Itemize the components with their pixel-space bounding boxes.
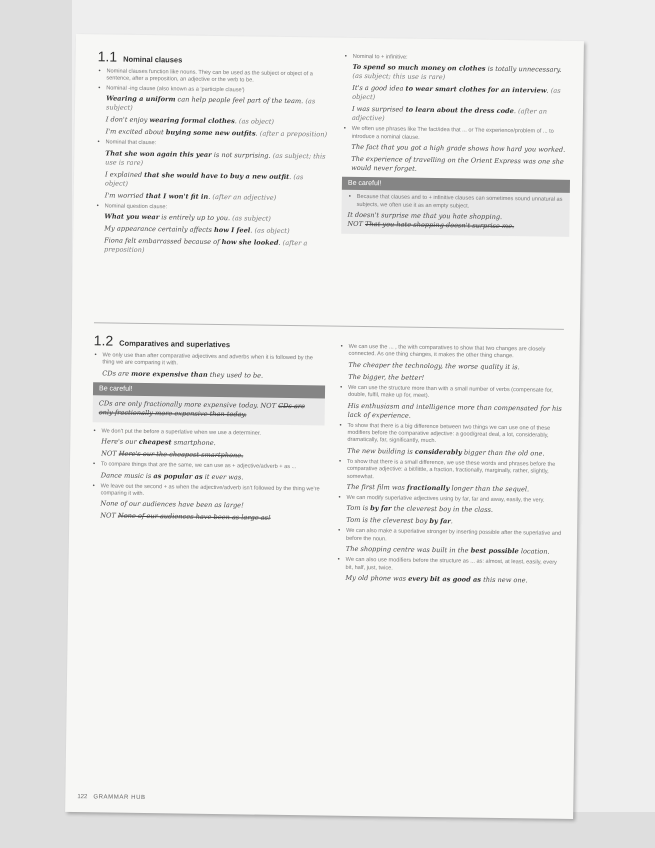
- example-text: I'm worried: [104, 191, 146, 200]
- example-text: smartphone.: [171, 438, 216, 448]
- example-sentence: [105, 191, 328, 203]
- example-highlight: how she looked: [221, 238, 279, 247]
- bullet-item: [338, 459, 566, 495]
- example-text: .: [513, 107, 517, 116]
- example-text: It's a good idea: [352, 84, 406, 94]
- example-sentence: [348, 401, 567, 422]
- example-sentence: [101, 471, 324, 483]
- example-text: Tom is: [346, 504, 371, 513]
- bullet-item: [338, 422, 566, 458]
- not-label: NOT: [100, 511, 119, 521]
- bullet-item: [337, 528, 565, 557]
- example-text: I don't enjoy: [105, 115, 150, 125]
- bullet-item: [95, 203, 328, 258]
- example-text: I explained: [104, 170, 145, 179]
- bullet-text: We can also make a superlative stronger by inserting possible after the superlative and before the noun.: [345, 528, 562, 543]
- example-highlight: that she would have to buy a new outfit: [144, 170, 290, 181]
- section-divider: [94, 322, 564, 330]
- example-highlight: by far: [429, 517, 451, 526]
- example-text: The new building is: [347, 446, 415, 456]
- example-highlight: cheapest: [138, 438, 172, 447]
- example-text: bigger than the old one.: [461, 448, 545, 458]
- example-note: (as object): [104, 172, 304, 188]
- example-note: (as subject): [105, 97, 316, 113]
- s12-right-list: [336, 344, 567, 586]
- bullet-text: We can use the structure more than with a small number of verbs (compensate for, double, fulfil, make up for, meet).: [347, 384, 553, 400]
- bullet-item: [339, 385, 567, 423]
- example-highlight: considerably: [414, 447, 462, 457]
- example-highlight: buying some new outfits: [165, 128, 256, 138]
- example-sentence: [348, 373, 567, 385]
- example-sentence: [105, 170, 328, 191]
- example-text: Tom is the cleverest boy: [346, 516, 430, 526]
- bullet-text: Nominal that clause:: [105, 139, 157, 147]
- example-text: is totally unnecessary.: [485, 65, 562, 75]
- example-highlight: wearing formal clothes: [149, 116, 235, 126]
- bullet-text: We can also use modifiers before the structure as ... as: almost, at least, easily, every bit, half, just, twice.: [345, 557, 557, 572]
- example-highlight: What you wear: [104, 212, 160, 222]
- s11-left-column: [95, 48, 330, 260]
- example-sentence: [347, 447, 566, 459]
- example-text: is entirely up to you.: [159, 213, 231, 223]
- example-text: I'm excited about: [105, 127, 166, 137]
- example-text: the cleverest boy in the class.: [391, 504, 494, 515]
- example-sentence: [104, 236, 327, 257]
- example-text: .: [546, 86, 549, 96]
- example-sentence: [101, 438, 324, 450]
- example-text: .: [450, 517, 453, 526]
- example-note: (after an adjective): [210, 192, 277, 202]
- example-sentence: [351, 155, 570, 176]
- example-sentence: [102, 369, 325, 381]
- example-sentence: [106, 116, 329, 128]
- example-note: (as subject; this use is rare): [352, 72, 446, 82]
- example-highlight: every bit as good as: [408, 574, 482, 584]
- bullet-text: Nominal -ing clause (also known as a 'participle clause'): [106, 85, 245, 94]
- s11-be-careful-body: [341, 190, 570, 237]
- example-text: it ever was.: [202, 472, 244, 482]
- example-text: can help people feel part of the team.: [175, 95, 304, 106]
- example-text: they used to be.: [207, 370, 264, 380]
- s12-be-careful-box: [93, 382, 326, 425]
- bullet-text: To show that there is a small difference, we use these words and phrases before the comparative adjective: a bit/little, a fraction, fractionally, marginally, rather, slightly, somewhat.: [346, 458, 556, 480]
- example-text: longer than the sequel.: [449, 484, 530, 494]
- bullet-text: Nominal clauses function like nouns. They can be used as the subject or object of a sentence, after a preposition, an adjective or the verb to be.: [106, 68, 313, 84]
- example-sentence: [352, 63, 571, 84]
- example-sentence: [104, 224, 327, 236]
- example-highlight: fractionally: [406, 483, 450, 493]
- example-text: The experience of travelling on the Orient Express was one she would never forget.: [351, 155, 564, 173]
- s12-left-list-a: [93, 352, 325, 381]
- s11-heading: [98, 48, 330, 67]
- example-highlight: by far: [370, 504, 392, 513]
- example-highlight: That she won again this year: [105, 149, 212, 159]
- example-highlight: how I feel: [213, 225, 251, 235]
- example-text: Dance music is: [100, 471, 154, 480]
- example-note: (after a preposition): [257, 129, 328, 139]
- bullet-text: We only use than after comparative adjectives and adverbs when it is followed by the thing we are comparing it with.: [102, 352, 313, 367]
- incorrect-example: None of our audiences have been as large as!: [117, 512, 271, 523]
- example-sentence: [104, 212, 327, 224]
- example-text: .: [289, 172, 292, 181]
- example-highlight: as popular as: [153, 471, 203, 481]
- example-text: My old phone was: [345, 573, 409, 583]
- example-text: His enthusiasm and intelligence more than compensated for his lack of experience.: [347, 401, 562, 420]
- example-note: (as object): [352, 87, 561, 102]
- example-sentence: [346, 504, 565, 516]
- example-text: The shopping centre was built in the: [345, 545, 471, 555]
- example-text: CDs are: [102, 369, 132, 378]
- example-sentence: [346, 545, 565, 557]
- example-highlight: to learn about the dress code: [405, 106, 514, 116]
- book-page: [65, 34, 584, 819]
- example-sentence: [106, 95, 329, 116]
- example-highlight: more expensive than: [131, 369, 208, 379]
- example-text: .: [278, 238, 281, 247]
- example-text: .: [234, 117, 237, 126]
- example-sentence: [347, 483, 566, 495]
- example-highlight: to wear smart clothes for an interview: [405, 85, 547, 95]
- example-sentence: [105, 149, 328, 170]
- bullet-item: [91, 483, 324, 524]
- example-note: (after a preposition): [103, 238, 308, 255]
- s12-heading: [94, 332, 326, 351]
- bullet-text: Nominal question clause:: [104, 203, 168, 210]
- s11-title: Nominal clauses: [123, 54, 183, 65]
- bullet-text: We don't put the before a superlative when we use a determiner.: [101, 428, 262, 437]
- example-text: .: [208, 192, 211, 201]
- bullet-text: We can use the ... , the with comparatives to show that two changes are closely connected. As one thing changes, it makes the other thing change.: [348, 343, 546, 360]
- bullet-item: [97, 85, 330, 140]
- example-text: location.: [518, 547, 550, 556]
- example-sentence: [352, 84, 571, 105]
- bullet-item: [93, 352, 325, 381]
- example-note: (as object): [252, 226, 290, 236]
- example-text: The fact that you got a high grade shows how hard you worked.: [351, 143, 566, 155]
- example-sentence: [351, 143, 570, 155]
- bullet-item: [92, 461, 324, 483]
- s12-be-careful-examples: CDs are only fractionally more expensive today. NOT CDs are only fractionally more expensive than today.: [98, 399, 305, 419]
- example-text: .: [255, 129, 258, 138]
- s12-left-column: [91, 332, 326, 527]
- example-sentence: [100, 512, 323, 524]
- incorrect-example: Here's our the cheapest smartphone.: [118, 449, 244, 460]
- s11-be-careful-incorrect: NOT That you hate shopping doesn't surprise me.: [347, 219, 515, 231]
- example-text: The first film was: [346, 482, 407, 492]
- s11-be-careful-box: [341, 177, 570, 237]
- bullet-item: [342, 126, 571, 176]
- example-text: None of our audiences have been as large!: [100, 499, 244, 510]
- example-sentence: [101, 450, 324, 462]
- not-label: NOT: [101, 449, 119, 458]
- example-sentence: [100, 500, 323, 512]
- s12-left-list-b: [91, 428, 324, 524]
- s11-be-careful-bullet: • Because that clauses and to + infinitive clauses can sometimes sound unnatural as subjects, we often use it as an empty subject.: [348, 194, 564, 212]
- example-text: The bigger, the better!: [348, 372, 425, 382]
- example-highlight: Wearing a uniform: [106, 94, 176, 104]
- example-sentence: [348, 361, 567, 373]
- example-highlight: To spend so much money on clothes: [352, 63, 486, 74]
- s11-left-list: [95, 68, 330, 257]
- s11-be-careful-correct: It doesn't surprise me that you hate shopping.: [347, 210, 503, 221]
- bullet-text: To show that there is a big difference between two things we can use one of these modifiers before the comparative adjective: a good/great deal, a lot, considerably, dramatically, far, significantly, much.: [347, 422, 551, 445]
- example-note: (as object): [236, 117, 275, 126]
- example-text: Fiona felt embarrassed because of: [104, 236, 222, 247]
- s11-be-careful-heading: Be careful!: [342, 177, 570, 193]
- s11-right-column: [341, 54, 572, 243]
- bullet-text: We often use phrases like The fact/idea that ... or The experience/problem of ... to introduce a nominal clause.: [351, 126, 554, 141]
- bullet-item: [92, 428, 324, 462]
- example-text: My appearance certainly affects: [104, 224, 215, 234]
- s12-number: 1.2: [93, 332, 114, 349]
- page-footer: [77, 794, 145, 801]
- bullet-item: [97, 68, 329, 86]
- scan-left-edge: [0, 0, 72, 848]
- example-note: (as subject; this use is rare): [105, 151, 326, 167]
- s12-be-careful-body: [93, 395, 325, 425]
- bullet-text: We leave out the second + as when the adjective/adverb isn't followed by the thing we're comparing it with.: [100, 483, 320, 498]
- example-sentence: [345, 574, 564, 586]
- page-number: 122: [77, 794, 88, 801]
- s12-be-careful-heading: Be careful!: [93, 382, 325, 398]
- bullet-item: [337, 495, 565, 529]
- s12-right-column: [336, 344, 567, 589]
- example-note: (as subject): [230, 214, 271, 223]
- example-note: (after an adjective): [351, 107, 548, 123]
- example-text: The cheaper the technology, the worse quality it is.: [348, 360, 520, 372]
- example-text: .: [250, 226, 253, 235]
- bullet-text: To compare things that are the same, we can use as + adjective/adverb + as ...: [100, 461, 297, 471]
- s11-number: 1.1: [97, 48, 118, 65]
- s11-right-list: [342, 54, 572, 176]
- bullet-item: [336, 557, 564, 586]
- footer-label: GRAMMAR HUB: [93, 794, 146, 802]
- bullet-item: [339, 344, 568, 385]
- example-text: this new one.: [480, 575, 528, 585]
- s12-title: Comparatives and superlatives: [119, 338, 231, 350]
- bullet-item: [96, 140, 329, 204]
- example-sentence: [346, 516, 565, 528]
- example-highlight: best possible: [470, 546, 519, 556]
- bullet-text: Nominal to + infinitive:: [352, 53, 408, 61]
- example-text: Here's our: [101, 437, 139, 447]
- bullet-text: We can modify superlative adjectives using by far, far and away, easily, the very.: [346, 494, 545, 504]
- bullet-item: [343, 54, 572, 127]
- example-sentence: [352, 105, 571, 126]
- example-highlight: that I won't fit in: [145, 191, 209, 201]
- example-text: is not surprising.: [211, 150, 271, 160]
- example-sentence: [106, 128, 329, 140]
- example-text: I was surprised: [351, 105, 406, 115]
